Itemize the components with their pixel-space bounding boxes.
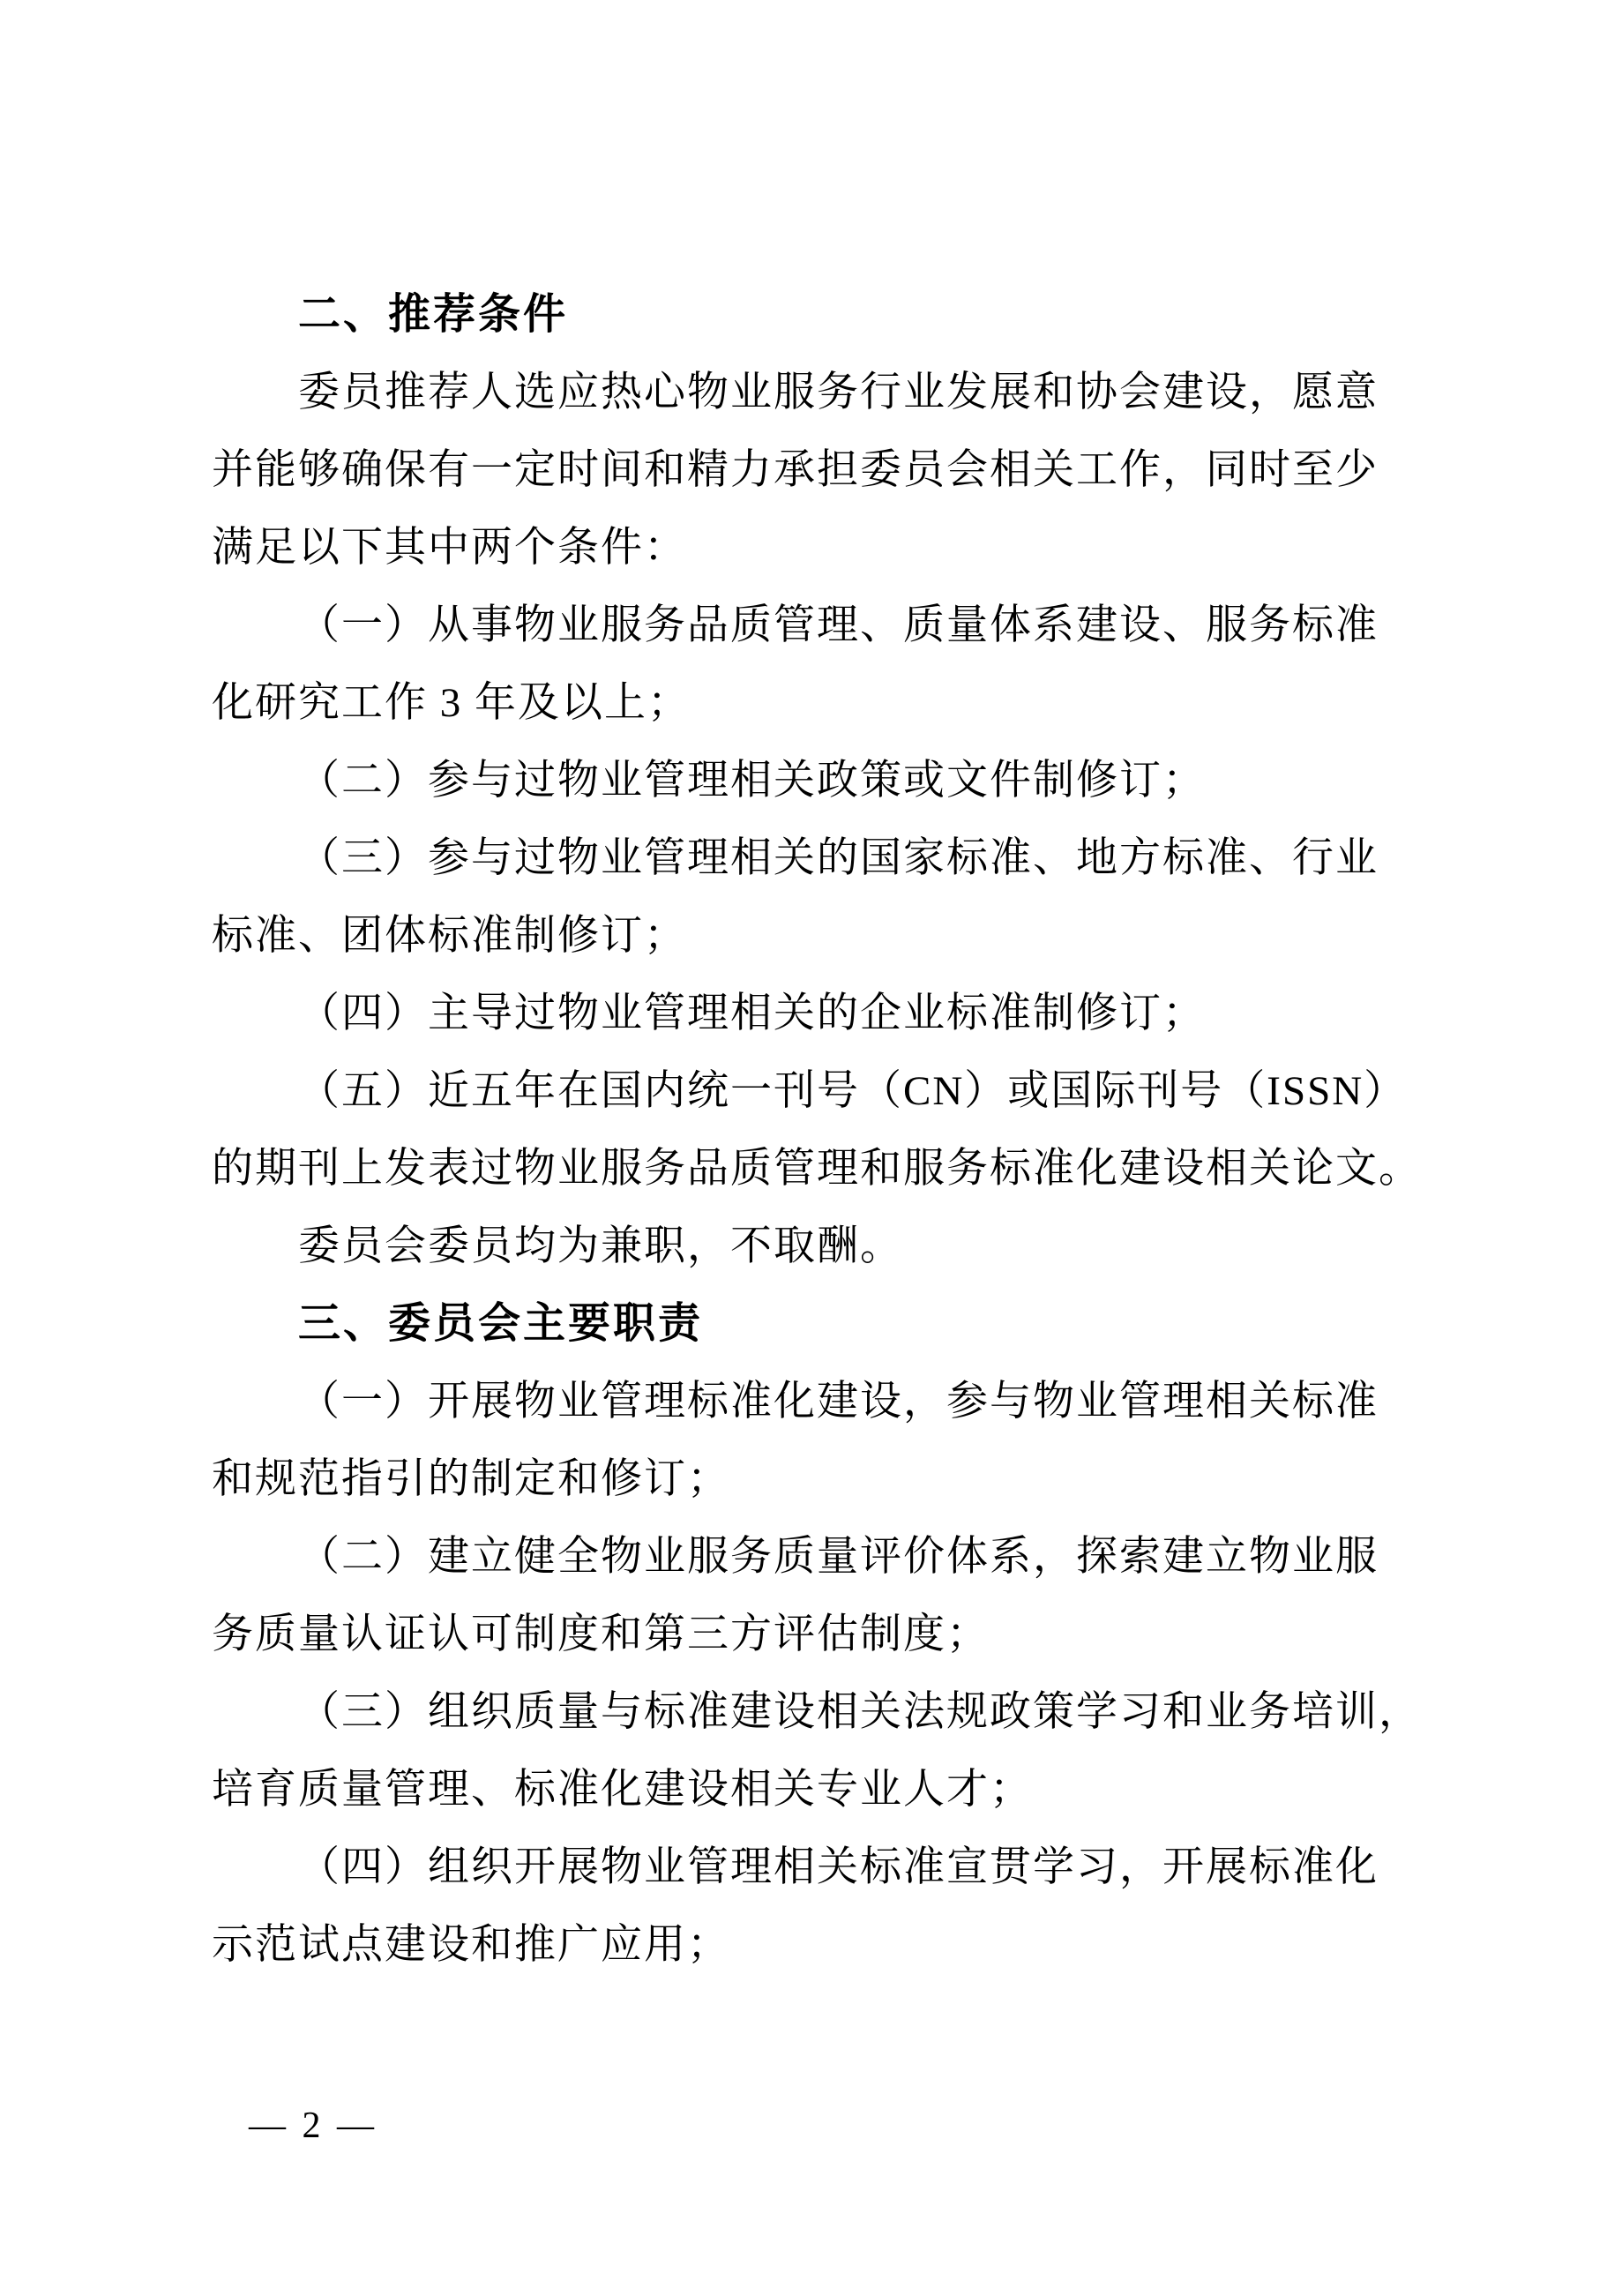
document-line: （二）建立健全物业服务质量评价体系，探索建立物业服	[298, 1534, 1379, 1580]
document-line: 培育质量管理、标准化建设相关专业人才；	[212, 1767, 1033, 1813]
document-line: 并能够确保有一定时间和精力承担委员会相关工作，同时至少	[212, 447, 1379, 493]
document-line: 和规范指引的制定和修订；	[212, 1456, 730, 1502]
document-line: 务质量认证认可制度和第三方评估制度；	[212, 1612, 990, 1657]
document-body	[212, 276, 1499, 1984]
document-line: （三）组织质量与标准建设相关法规政策学习和业务培训，	[298, 1689, 1422, 1735]
document-line: （一）开展物业管理标准化建设，参与物业管理相关标准	[298, 1379, 1379, 1425]
document-line: （四）主导过物业管理相关的企业标准制修订；	[298, 991, 1206, 1036]
document-line: 委员推荐人选应热心物业服务行业发展和协会建设，愿意	[298, 370, 1379, 415]
document-line: 示范试点建设和推广应用；	[212, 1922, 730, 1968]
document-line: 委员会委员均为兼职，不取酬。	[298, 1223, 903, 1269]
document-line: 化研究工作 3 年及以上；	[212, 680, 691, 726]
document-line: （五）近五年在国内统一刊号（CN）或国际刊号（ISSN）	[298, 1068, 1408, 1114]
document-line: 的期刊上发表过物业服务品质管理和服务标准化建设相关论文。	[212, 1146, 1422, 1192]
document-line: （二）参与过物业管理相关政策或文件制修订；	[298, 758, 1206, 804]
document-line: 标准、团体标准制修订；	[212, 913, 687, 959]
document-line: 满足以下其中两个条件：	[212, 525, 687, 571]
section-heading: 三、委员会主要职责	[298, 1300, 704, 1347]
document-line: （三）参与过物业管理相关的国家标准、地方标准、行业	[298, 835, 1379, 881]
section-heading: 二、推荐条件	[298, 291, 569, 338]
document-line: （四）组织开展物业管理相关标准宣贯学习，开展标准化	[298, 1844, 1379, 1890]
document-line: （一）从事物业服务品质管理、质量体系建设、服务标准	[298, 602, 1379, 648]
page-number: — 2 —	[249, 2105, 377, 2146]
